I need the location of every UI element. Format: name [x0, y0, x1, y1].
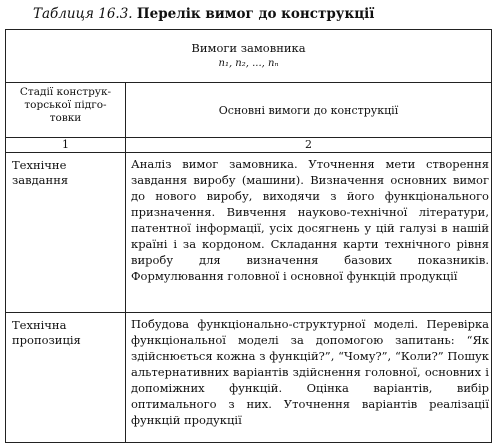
requirements-table — [5, 29, 492, 443]
stage-header-line: торської підго- — [24, 99, 107, 111]
stage-cell — [6, 313, 126, 443]
stage-header-line: Стадії конструк- — [19, 86, 112, 98]
table-subheader-row — [6, 83, 492, 138]
requirements-text: Побудова функціонально-структурної моделі. Перевірка функціональної моделі за допомогою запитань: “Як здійснюється кожна з функцій?”, “Чому?”, “Коли?” Пошук альтернативних варіантів здійснення головної, основних і допоміжних функцій. Оцінка варіантів, вибір оптимального з них. Уточнення варіантів реалізації функцій продукції — [126, 313, 492, 443]
caption-title: Перелік вимог до конструкції — [136, 6, 375, 22]
table-row — [6, 313, 492, 443]
stage-cell — [6, 153, 126, 313]
table-header-row — [6, 30, 492, 83]
table-row — [6, 153, 492, 313]
stage-name-line: завдання — [12, 173, 69, 187]
stage-name-line: пропозиція — [12, 333, 81, 347]
customer-requirements-header — [6, 30, 492, 83]
requirements-column-header: Основні вимоги до конструкції — [126, 83, 492, 138]
table-caption — [33, 6, 374, 22]
caption-label: Таблиця 16.3. — [33, 6, 133, 22]
stage-column-header — [6, 83, 126, 138]
stage-header-line: товки — [49, 112, 82, 124]
column-number-2: 2 — [126, 138, 492, 153]
stage-name-line: Технічна — [12, 318, 67, 332]
header-title: Вимоги замовника — [191, 41, 306, 55]
stage-name-line: Технічне — [12, 158, 67, 172]
header-subtitle: n₁, n₂, ..., nₙ — [218, 58, 279, 69]
requirements-text: Аналіз вимог замовника. Уточнення мети створення завдання виробу (машини). Визначення основних вимог до нового виробу, виходячи з його функціонального призначення. Вивчення науково-технічної літератури, патентної інформації, усіх досягнень у цій галузі в нашій країні і за кордоном. Складання карти технічного рівня виробу для визначення базових показників. Формулювання головної і основної функцій продукції — [126, 153, 492, 313]
column-number-1: 1 — [6, 138, 126, 153]
column-number-row — [6, 138, 492, 153]
